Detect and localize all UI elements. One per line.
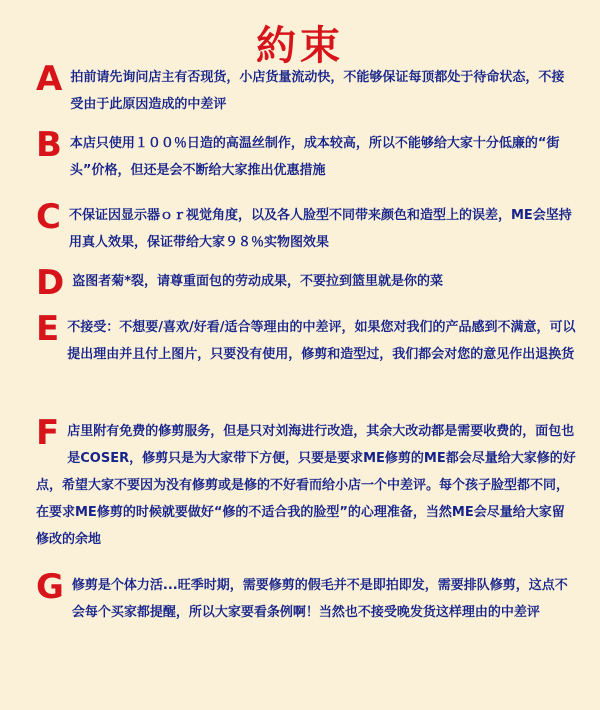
rule-text: 盗图者菊*裂，请尊重面包的劳动成果，不要拉到篮里就是你的菜 <box>72 274 444 289</box>
rule-letter: F <box>36 413 60 453</box>
rule-text: 店里附有免费的修剪服务，但是只对刘海进行改造，其余大改动都是需要收费的，面包也是COSER，修剪只是为大家带下方便，只要是要求ME修剪的ME都会尽量给大家修的好点，希望大家不要因为没有修剪或是修的不好看而给小店一个中差评。每个孩子脸型都不同，在要求ME修剪的时候就要做好“修的不适合我的脸型”的心理准备，当然ME会尽量给大家留修改的余地 <box>36 424 576 547</box>
page-title: 約束 <box>256 22 344 69</box>
rule-f <box>36 413 576 553</box>
rule-d <box>36 263 576 303</box>
rule-text: 修剪是个体力活...旺季时期，需要修剪的假毛并不是即拍即发，需要排队修剪，这点不会每个买家都提醒，所以大家要看条例啊！当然也不接受晚发货这样理由的中差评 <box>71 578 568 620</box>
rule-text: 拍前请先询问店主有否现货，小店货量流动快，不能够保证每顶都处于待命状态，不接受由于此原因造成的中差评 <box>70 70 565 112</box>
rule-g <box>36 567 576 626</box>
rule-text: 本店只使用１００％日造的高温丝制作，成本较高，所以不能够给大家十分低廉的“街头”价格，但还是会不断给大家推出优惠措施 <box>69 136 560 178</box>
rule-a <box>36 59 576 118</box>
rule-letter: D <box>36 263 65 303</box>
rule-letter: G <box>36 567 64 607</box>
rule-letter: C <box>36 197 61 237</box>
rule-c <box>36 197 576 256</box>
rule-text: 不接受：不想要/喜欢/好看/适合等理由的中差评，如果您对我们的产品感到不满意，可以提出理由并且付上图片，只要没有使用，修剪和造型过，我们都会对您的意见作出退换货 <box>67 320 576 362</box>
rule-letter: B <box>36 125 62 165</box>
rule-letter: E <box>36 309 60 349</box>
rule-e <box>36 309 576 368</box>
rule-text: 不保证因显示器ｏｒ视觉角度，以及各人脸型不同带来颜色和造型上的误差，ME会坚持用真人效果，保证带给大家９８％实物图效果 <box>68 208 572 250</box>
rule-letter: A <box>36 59 63 99</box>
rule-b <box>36 125 576 184</box>
